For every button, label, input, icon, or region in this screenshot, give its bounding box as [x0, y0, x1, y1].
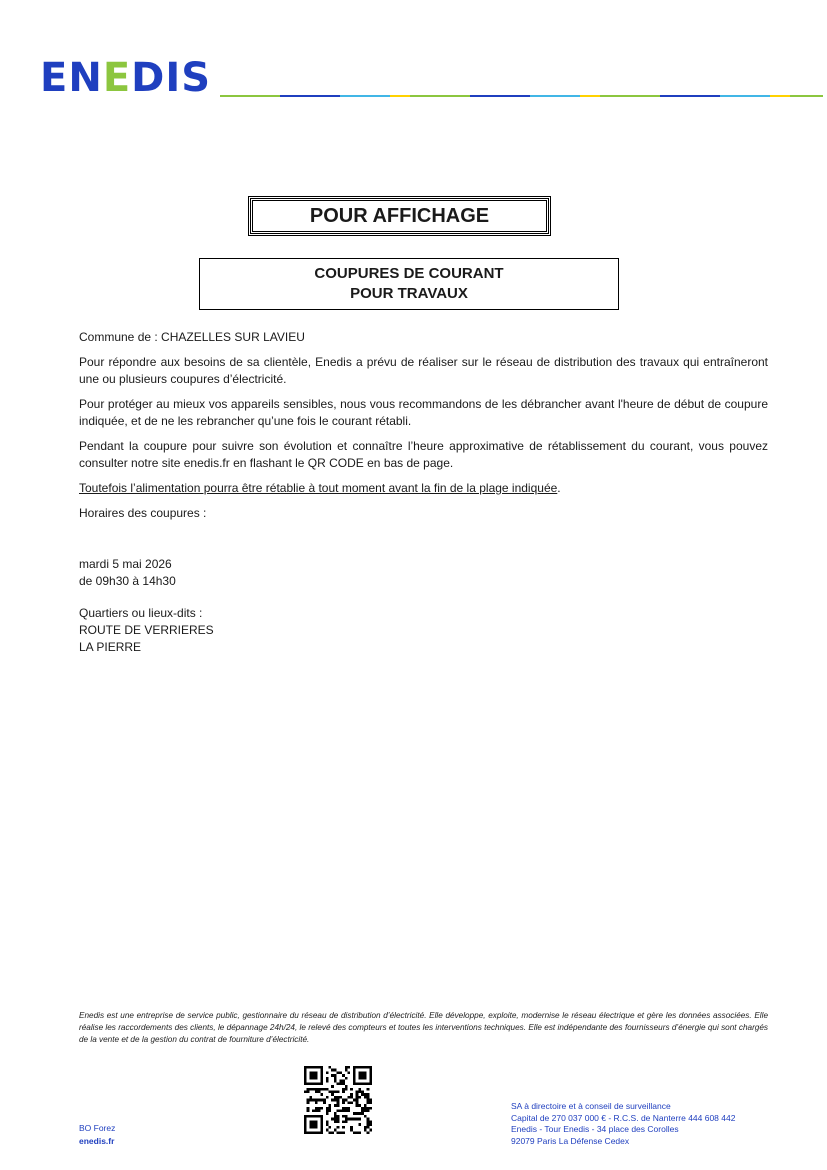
logo-part-2: E	[102, 55, 132, 101]
address-line: 92079 Paris La Défense Cedex	[511, 1135, 630, 1146]
quartiers-label: Quartiers ou lieux-dits :	[79, 606, 203, 620]
header-rule	[220, 95, 823, 97]
company-address	[511, 1101, 735, 1147]
coupures-title-box	[199, 258, 619, 310]
underlined-warning: Toutefois l’alimentation pourra être rétablie à tout moment avant la fin de la plage indiquée	[79, 481, 558, 495]
pour-affichage-label: POUR AFFICHAGE	[309, 204, 490, 227]
coupures-title-line1: COUPURES DE COURANT	[314, 265, 504, 282]
address-line: Capital de 270 037 000 € - R.C.S. de Nanterre 444 608 442	[511, 1112, 736, 1123]
logo-part-1: EN	[40, 55, 103, 101]
outage-date: mardi 5 mai 2026	[79, 557, 172, 571]
paragraph-3: Pendant la coupure pour suivre son évolution et connaître l’heure approximative de rétablissement du courant, vous pouvez consulter notre site enedis.fr en flashant le QR CODE en bas de page.	[79, 439, 768, 470]
address-line: SA à directoire et à conseil de surveillance	[511, 1101, 671, 1111]
enedis-logo	[40, 55, 212, 101]
notice-body	[79, 329, 768, 656]
logo-part-3: DIS	[131, 55, 212, 101]
paragraph-2: Pour protéger au mieux vos appareils sensibles, nous vous recommandons de les débrancher avant l'heure de début de coupure indiquée, et de ne les rebrancher qu’une fois le courant rétabli.	[79, 397, 768, 428]
qr-code-icon[interactable]	[304, 1066, 372, 1134]
coupures-title-line2: POUR TRAVAUX	[350, 285, 468, 302]
outage-time: de 09h30 à 14h30	[79, 574, 176, 588]
horaires-label: Horaires des coupures :	[79, 506, 207, 520]
place-item: LA PIERRE	[79, 640, 142, 654]
paragraph-4	[79, 480, 768, 497]
commune-line: Commune de : CHAZELLES SUR LAVIEU	[79, 330, 305, 344]
bo-label: BO Forez	[79, 1123, 116, 1133]
place-item: ROUTE DE VERRIERES	[79, 623, 214, 637]
pour-affichage-box	[248, 196, 551, 236]
paragraph-4-end: .	[557, 481, 561, 495]
paragraph-1: Pour répondre aux besoins de sa clientèle, Enedis a prévu de réaliser sur le réseau de distribution des travaux qui entraîneront une ou plusieurs coupures d’électricité.	[79, 355, 768, 386]
address-line: Enedis - Tour Enedis - 34 place des Corolles	[511, 1124, 679, 1134]
website-link[interactable]: enedis.fr	[79, 1136, 115, 1146]
legal-notice: Enedis est une entreprise de service public, gestionnaire du réseau de distribution d’électricité. Elle développe, exploite, modernise le réseau électrique et gère les données associées. Elle réalise les raccordements des clients, le dépannage 24h/24, le relevé des compteurs et toutes les interventions techniques. Elle est indépendante des fournisseurs d’énergie qui sont chargés de la vente et de la gestion du contrat de fourniture d’électricité.	[79, 1011, 768, 1044]
